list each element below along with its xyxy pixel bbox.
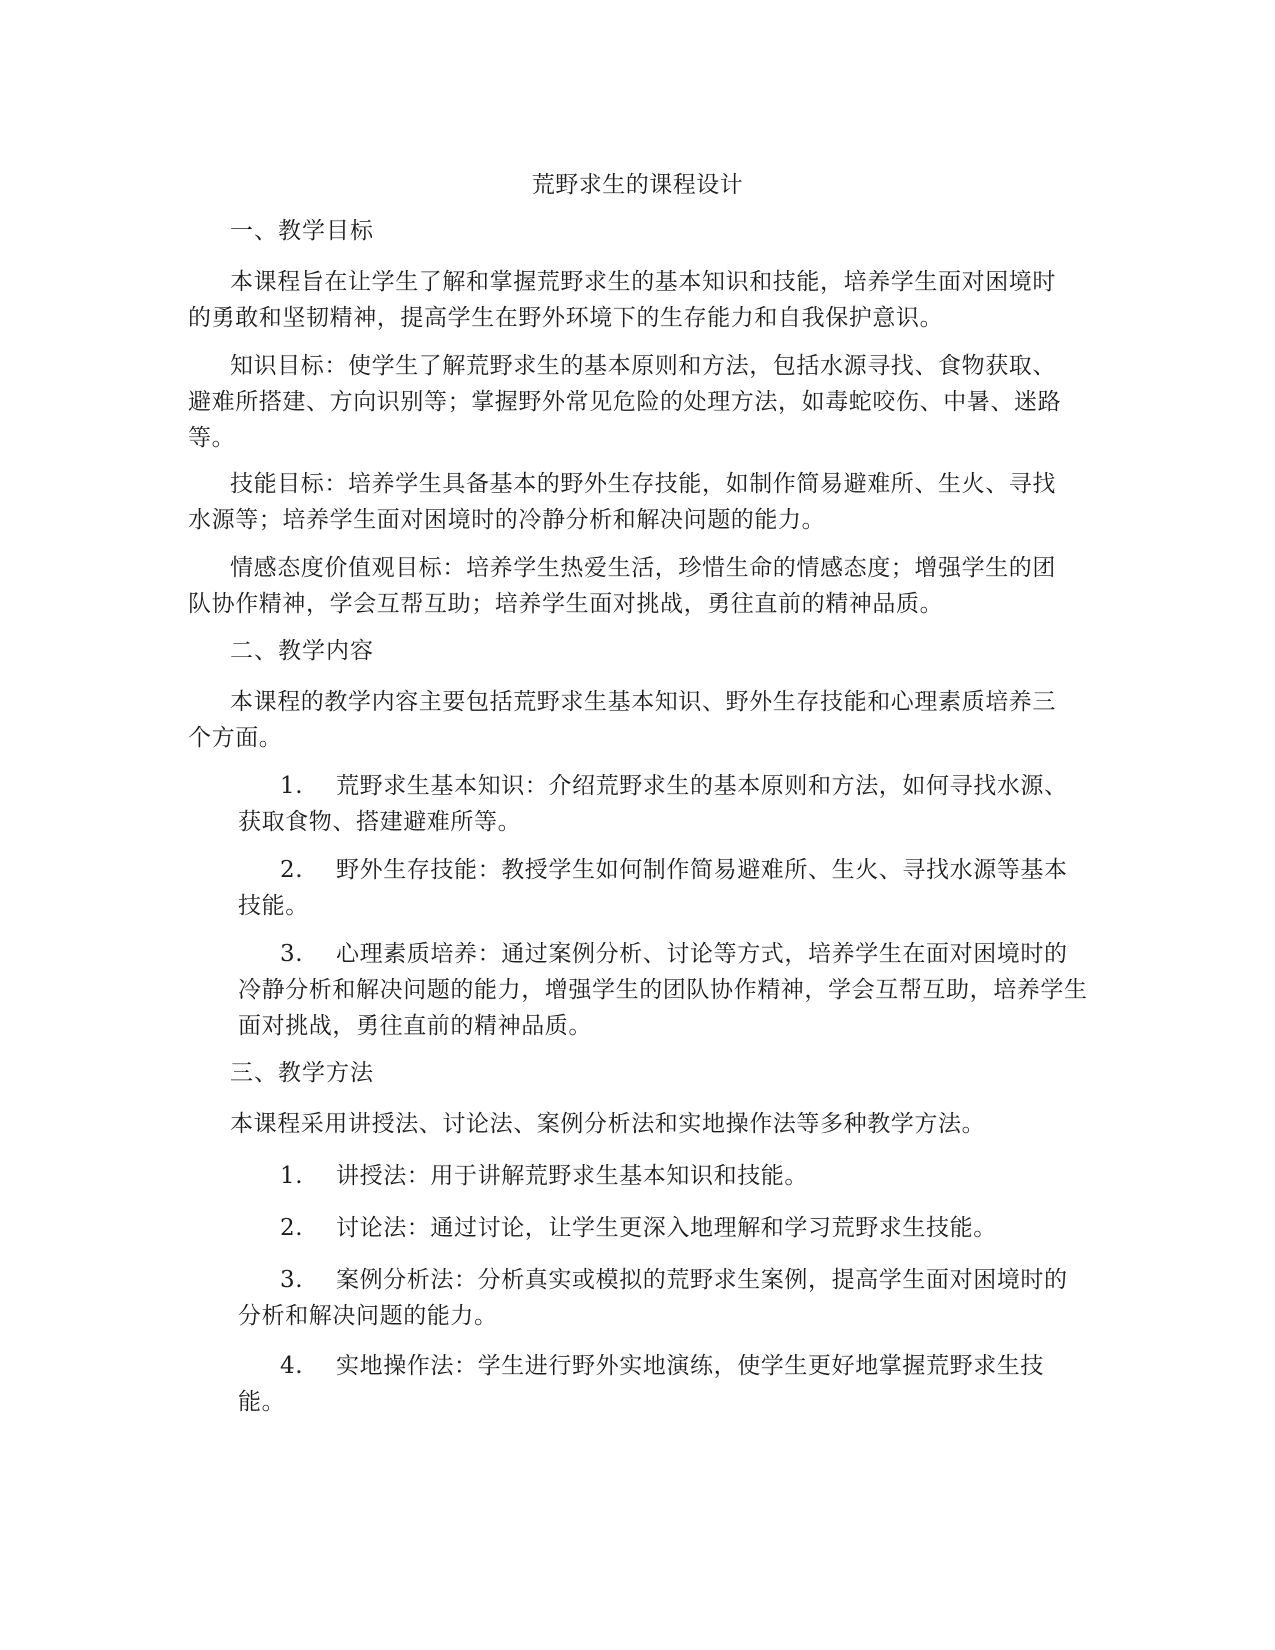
knowledge-objective-paragraph: 知识目标：使学生了解荒野求生的基本原则和方法，包括水源寻找、食物获取、避难所搭建、方向识别等；掌握野外常见危险的处理方法，如毒蛇咬伤、中暑、迷路等。	[188, 353, 1062, 451]
section-heading-content: 二、教学内容	[230, 638, 374, 664]
list-item	[238, 1210, 1088, 1246]
list-item-number: 2.	[280, 1215, 304, 1241]
objectives-intro-paragraph: 本课程旨在让学生了解和掌握荒野求生的基本知识和技能，培养学生面对困境时的勇敢和坚韧精神，提高学生在野外环境下的生存能力和自我保护意识。	[188, 269, 1056, 331]
attitude-objective-paragraph: 情感态度价值观目标：培养学生热爱生活，珍惜生命的情感态度；增强学生的团队协作精神，学会互帮互助；培养学生面对挑战，勇往直前的精神品质。	[188, 555, 1056, 617]
content-intro-paragraph: 本课程的教学内容主要包括荒野求生基本知识、野外生存技能和心理素质培养三个方面。	[188, 689, 1056, 751]
list-item-text: 荒野求生基本知识：介绍荒野求生的基本原则和方法，如何寻找水源、获取食物、搭建避难所等。	[238, 773, 1068, 835]
list-item	[238, 1158, 1088, 1194]
list-item	[238, 852, 1088, 924]
skill-objective-paragraph: 技能目标：培养学生具备基本的野外生存技能，如制作简易避难所、生火、寻找水源等；培养学生面对困境时的冷静分析和解决问题的能力。	[188, 471, 1056, 533]
list-item-number: 4.	[280, 1353, 304, 1379]
list-item-number: 1.	[280, 773, 304, 799]
list-item-number: 2.	[280, 857, 304, 883]
list-item	[238, 768, 1088, 840]
list-item-text: 实地操作法：学生进行野外实地演练，使学生更好地掌握荒野求生技能。	[238, 1353, 1044, 1415]
list-item-text: 讲授法：用于讲解荒野求生基本知识和技能。	[336, 1163, 808, 1189]
section-heading-objectives: 一、教学目标	[230, 218, 374, 244]
list-item	[238, 936, 1088, 1044]
document-title: 荒野求生的课程设计	[531, 172, 744, 198]
methods-intro-paragraph: 本课程采用讲授法、讨论法、案例分析法和实地操作法等多种教学方法。	[230, 1111, 986, 1137]
list-item-number: 3.	[280, 1267, 304, 1293]
list-item	[238, 1262, 1088, 1334]
list-item-text: 野外生存技能：教授学生如何制作简易避难所、生火、寻找水源等基本技能。	[238, 857, 1068, 919]
list-item-text: 心理素质培养：通过案例分析、讨论等方式，培养学生在面对困境时的冷静分析和解决问题的能力，增强学生的团队协作精神，学会互帮互助，培养学生面对挑战，勇往直前的精神品质。	[238, 941, 1088, 1039]
list-item-number: 1.	[280, 1163, 304, 1189]
list-item-text: 讨论法：通过讨论，让学生更深入地理解和学习荒野求生技能。	[336, 1215, 997, 1241]
list-item-text: 案例分析法：分析真实或模拟的荒野求生案例，提高学生面对困境时的分析和解决问题的能力。	[238, 1267, 1068, 1329]
list-item	[238, 1348, 1088, 1420]
list-item-number: 3.	[280, 941, 304, 967]
section-heading-methods: 三、教学方法	[230, 1060, 374, 1086]
